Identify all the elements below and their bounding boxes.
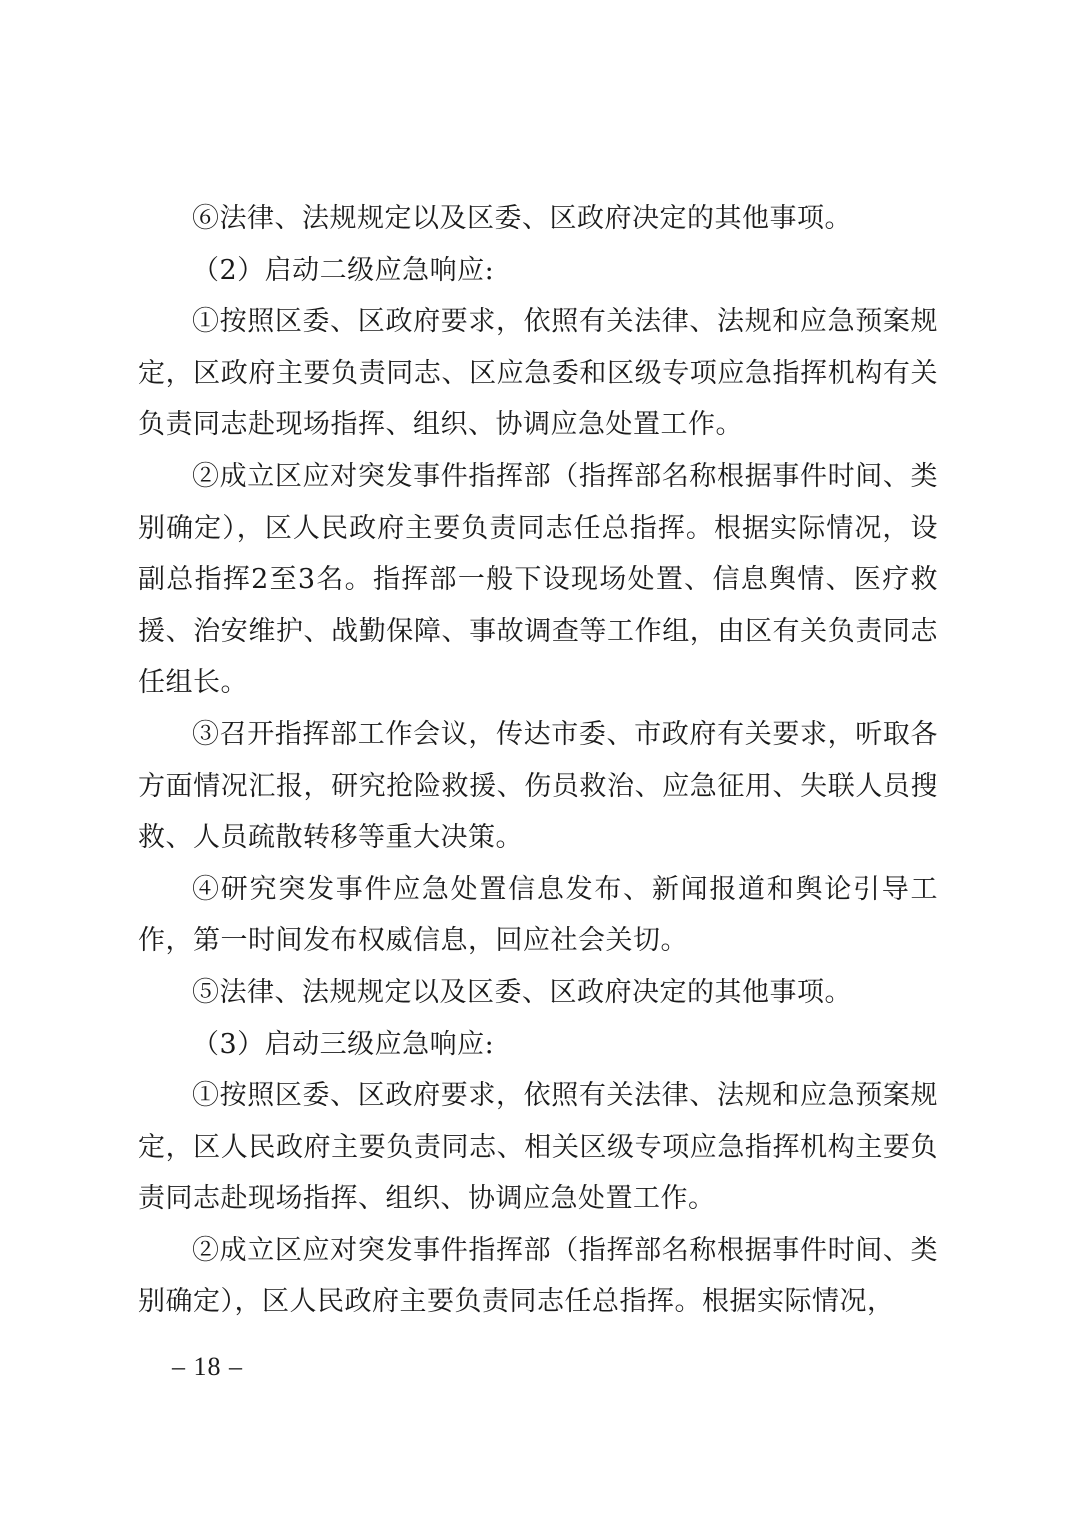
page-number: – 18 – [172,1352,243,1381]
document-body [138,193,938,1328]
section-heading-level-3: （3）启动三级应急响应: [192,1028,495,1060]
paragraph-level2-item-2: ②成立区应对突发事件指挥部（指挥部名称根据事件时间、类别确定），区人民政府主要负责同志任总指挥。根据实际情况，设副总指挥2至3名。指挥部一般下设现场处置、信息舆情、医疗救援、治安维护、战勤保障、事故调查等工作组，由区有关负责同志任组长。 [138,460,938,699]
paragraph-level2-item-3: ③召开指挥部工作会议，传达市委、市政府有关要求，听取各方面情况汇报，研究抢险救援、伤员救治、应急征用、失联人员搜救、人员疏散转移等重大决策。 [138,718,938,854]
section-heading-level-2: （2）启动二级应急响应: [192,254,495,286]
paragraph-level2-item-4: ④研究突发事件应急处置信息发布、新闻报道和舆论引导工作，第一时间发布权威信息，回应社会关切。 [138,873,938,957]
paragraph-level2-item-5: ⑤法律、法规规定以及区委、区政府决定的其他事项。 [192,976,852,1008]
paragraph-level3-item-1: ①按照区委、区政府要求，依照有关法律、法规和应急预案规定，区人民政府主要负责同志、相关区级专项应急指挥机构主要负责同志赴现场指挥、组织、协调应急处置工作。 [138,1080,938,1215]
paragraph-level3-item-2: ②成立区应对突发事件指挥部（指挥部名称根据事件时间、类别确定），区人民政府主要负责同志任总指挥。根据实际情况， [138,1234,938,1318]
paragraph-level2-item-1: ①按照区委、区政府要求，依照有关法律、法规和应急预案规定，区政府主要负责同志、区应急委和区级专项应急指挥机构有关负责同志赴现场指挥、组织、协调应急处置工作。 [138,306,938,441]
paragraph-item-6: ⑥法律、法规规定以及区委、区政府决定的其他事项。 [192,203,852,234]
